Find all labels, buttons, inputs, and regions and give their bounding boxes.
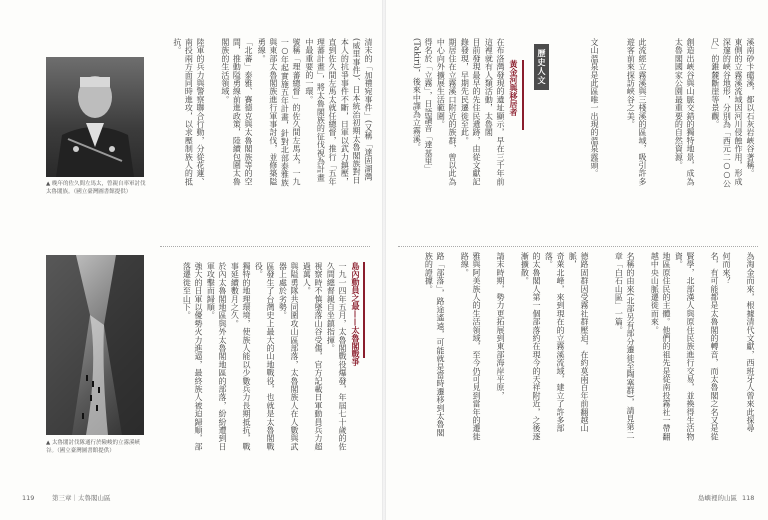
- left-page: [0, 0, 382, 520]
- text-column: 名，有可能都是太魯閣的轉音，而太魯閣之名又是從: [710, 252, 719, 441]
- text-column: 名稱的由來(北部另有部分遷徙至陶塞群)，請見第二章「白石山區」一篇。: [614, 252, 635, 440]
- canyon-troops-icon: [46, 255, 144, 435]
- text-column: (威里事件)、日本統治初期太魯閣族對日本人的抗爭事件不斷，日軍以武力鎮壓，: [340, 38, 361, 186]
- text-column: 「北蕃」泰雅、賽德克與太魯閣族等的空間，推動隘勇線前進政策，陸續包圍太魯閣族的生活領域。: [220, 38, 253, 186]
- text-column: 路「部落」，路途遙遠，可能就是當時遷移到太魯閣族的證據。: [424, 252, 445, 437]
- page-number: 118: [742, 494, 755, 502]
- text-column: 創造出峽谷與山脈交錯的獨特地景，成為太魯閣國家公園最重要的自然資源。: [674, 38, 695, 186]
- text-column: 在布洛灣發現的遺址顯示，早在三千年前這裡就有人類活動，太魯閣: [484, 38, 505, 186]
- text-column: 得名於「立霧」，日語讀音「達基里」(Takiri)，後來中譯為立霧溪。: [412, 38, 433, 174]
- text-column: 期居住在立霧溪口附近的族群，曾以此為中心向外擴展生活範圍。: [436, 38, 457, 186]
- text-column: 陸軍的兵力與警察聯合行動，分從花蓮、南投兩方面同時進攻，以求壓制族人的抵抗。: [172, 38, 205, 186]
- officer-portrait-icon: [46, 57, 144, 177]
- text-column: 直到佐久間左馬太就任總督，推行「五年理蕃計畫」，將太魯閣族的征伐視為計畫中最重要的一環。: [304, 38, 337, 186]
- gorge-caption: ▲ 太魯閣討伐隊通行於險峻的立霧溪峽谷。（國立臺灣圖書館提供）: [46, 440, 140, 454]
- text-column: 文山溫泉是此區唯一出現的溫泉露頭。: [590, 38, 599, 178]
- running-head: 島嶼裡的山區: [698, 494, 737, 502]
- text-column: 何而來？: [722, 252, 731, 285]
- text-column: 東側的立霧溪流域因河川侵蝕作用，形成深邃的峽谷地形，分別為「西元二○○公尺」的錐麓斷崖等景觀。: [710, 38, 743, 188]
- text-column: 雅與阿美族人的生活領域，至今仍可見到當年的遷徙路線。: [460, 252, 481, 441]
- portrait-photo: [46, 57, 144, 177]
- subsection-accent-bar: [363, 262, 365, 358]
- running-head: 第三章｜太魯閣山區: [52, 494, 111, 502]
- text-column: 清末的「加禮宛事件」(又稱「達固湖灣: [364, 38, 373, 181]
- page-number: 119: [22, 494, 35, 502]
- text-column: 奇萊北峰，來到現在的立霧溪流域，建立了許多部落。: [544, 252, 565, 433]
- text-column: 視察時不慎墜落山谷受傷，官方記載日軍動員兵力超過萬人。: [302, 262, 323, 451]
- text-column: 溪南砂卡礑溪，都以石灰岩峽谷著稱。: [746, 38, 755, 178]
- text-column: 地區原住民的主體。他們的祖先是從南投霧社一帶翻越中央山脈遷徙而來。: [650, 252, 671, 441]
- text-column: 區發生了台灣史上最大的山地戰役，也就是太魯閣戰役。: [254, 262, 275, 451]
- text-column: 一九一四年五月，太魯閣戰役爆發，年屆七十歲的佐久間總督親自坐鎮指揮。: [326, 262, 347, 451]
- section-divider: [398, 246, 758, 247]
- text-column: 請末時期，勢力更拓展到東部海岸平原，: [496, 252, 505, 400]
- text-column: 與隘勇隊共同圍攻山區部落，太魯閣族人在人數與武器上處於劣勢。: [278, 262, 299, 451]
- text-column: 此流經立霧溪與三棧溪的區域，吸引許多遊客前來探訪峽谷之美。: [626, 38, 647, 186]
- section-divider: [160, 246, 370, 247]
- text-column: 強大的日軍以優勢火力進逼，最終族人被迫歸順，部落遷徙至山下。: [182, 262, 203, 451]
- portrait-caption: ▲ 晚年的佐久間左馬太，曾親自率軍討伐太魯閣族。（國立臺灣圖書館提供）: [46, 181, 146, 195]
- text-column: 德路固群因受霧社群壓迫，在約莫兩百年前翻越山脈，: [568, 252, 589, 433]
- right-page: [386, 0, 768, 520]
- subsection-title: 島內動員之最——太魯閣戰爭: [351, 262, 360, 366]
- gorge-photo: [46, 255, 144, 435]
- text-column: 為淘金而來，根據清代文獻，西班牙人曾來此探尋: [746, 252, 755, 433]
- text-column: 的太魯閣人第一個部落約在現今的天祥附近，之後逐漸擴散。: [520, 252, 541, 441]
- text-column: 獨特的地理環境，使族人能以少數兵力長期抵抗，戰事延續數月之久。: [230, 262, 251, 451]
- text-column: 號稱「理蕃總督」的佐久間左馬太，一九一○年起實施五年計畫，針對北部泰雅族與東部太魯閣族進行軍事討伐，並修築隘勇線。: [257, 38, 301, 187]
- subsection-title: 黃金河與移居者: [509, 60, 518, 116]
- subsection-accent-bar: [522, 60, 524, 130]
- text-column: 賢學，北部漢人與原住民族進行交易，並換得生活物資。: [674, 252, 695, 441]
- text-column: 於內太魯閣地區與外太魯閣地區的部落，紛紛遭到日軍攻擊而歸順。: [206, 262, 227, 451]
- section-title: 歷史人文: [534, 44, 549, 90]
- text-column: 目前發現最早的先住民遺跡，由從文獻記錄發現，早期先民遷徙至此。: [460, 38, 481, 186]
